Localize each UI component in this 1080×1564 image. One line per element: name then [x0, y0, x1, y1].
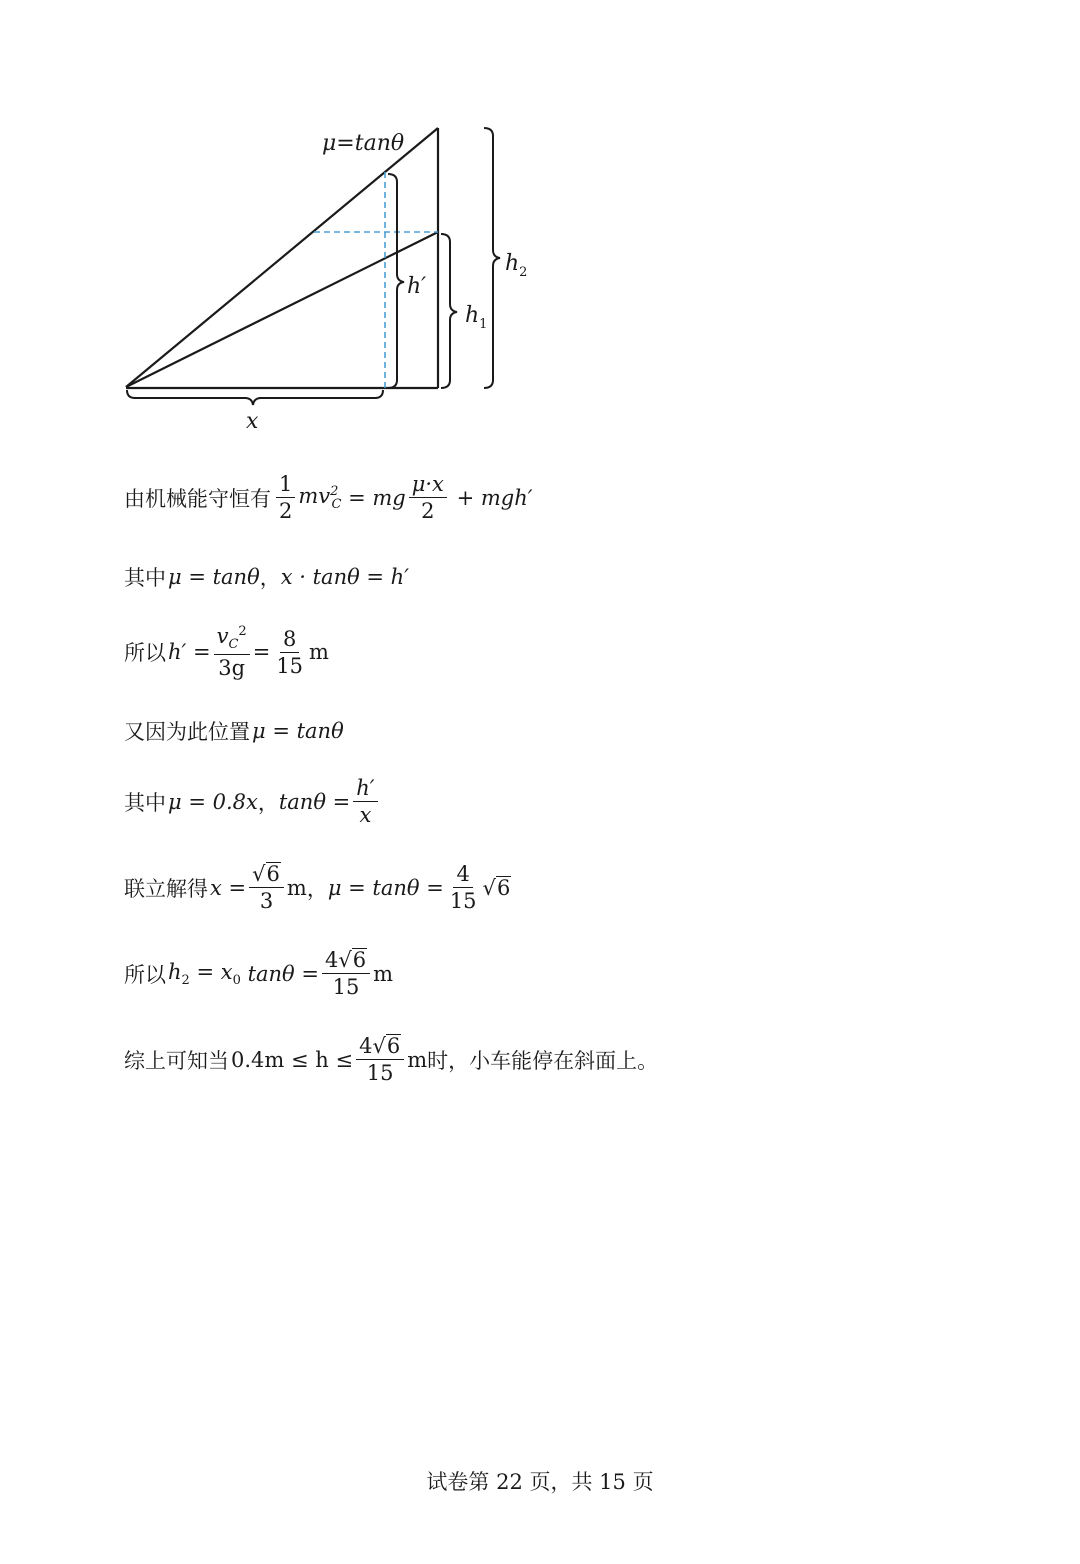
fraction — [353, 776, 377, 827]
fraction — [249, 862, 284, 913]
numerator — [249, 862, 284, 888]
equation-line-solution — [124, 862, 511, 913]
h: h — [168, 959, 182, 984]
fraction — [276, 472, 295, 523]
sqrt-sign: √ — [338, 948, 352, 972]
brace-h-prime — [388, 174, 404, 388]
sub: 0 — [232, 972, 241, 988]
sup: 2 — [238, 624, 247, 639]
sqrt-sign: √ — [252, 862, 266, 886]
fraction — [273, 627, 306, 678]
term: = mg — [341, 485, 406, 510]
radicand: 6 — [386, 1034, 401, 1058]
numerator — [214, 624, 250, 655]
equation-line-position — [124, 716, 344, 746]
numerator: 4 — [453, 862, 472, 888]
denominator: 3 — [259, 889, 274, 914]
equation-line-conclusion — [124, 1034, 658, 1085]
term: + mgh′ — [449, 485, 533, 510]
separator: ， — [306, 876, 328, 901]
sqrt-sign: √ — [372, 1034, 386, 1058]
equation-line-h-prime — [124, 624, 329, 680]
coef: 4 — [359, 1034, 373, 1058]
term — [298, 484, 341, 512]
page-footer: 试卷第 22 页，共 15 页 — [426, 1470, 654, 1494]
separator: ， — [259, 566, 281, 590]
equation-line-h2 — [124, 948, 393, 999]
term: μ = tanθ = — [327, 875, 444, 900]
sub: 2 — [181, 972, 190, 988]
equation-line-mu — [124, 776, 381, 827]
radicand: 6 — [496, 875, 511, 900]
label-x: x — [246, 409, 259, 434]
fraction — [214, 624, 250, 680]
equation-line-energy — [124, 472, 533, 523]
term: x = — [210, 875, 247, 900]
term — [190, 960, 241, 988]
line-prefix: 所以 — [124, 962, 166, 987]
brace-h2 — [484, 128, 500, 388]
line-prefix: 又因为此位置 — [124, 720, 250, 744]
fraction — [447, 862, 480, 913]
denominator: 2 — [279, 499, 293, 524]
separator: ， — [257, 790, 279, 815]
unit: m — [286, 875, 307, 900]
line-prefix: 其中 — [124, 790, 166, 815]
label-h1: $h_1$ — [465, 303, 488, 332]
line-prefix: 联立解得 — [124, 876, 208, 901]
sqrt-sign: √ — [482, 875, 496, 900]
line-prefix: 其中 — [124, 566, 166, 590]
line-prefix: 由机械能守恒有 — [124, 486, 271, 511]
label-h-prime: h′ — [407, 274, 427, 299]
term: tanθ = — [278, 789, 351, 814]
term: h′ = — [168, 640, 211, 665]
term: tanθ = — [240, 961, 319, 986]
v: v — [216, 624, 229, 648]
numerator: 8 — [280, 627, 299, 653]
numerator: μ·x — [409, 472, 447, 498]
sqrt — [483, 876, 512, 900]
unit: m — [309, 640, 329, 665]
fraction — [356, 1034, 404, 1085]
term: 0.4m ≤ h ≤ — [231, 1047, 354, 1072]
equation-line-condition — [124, 562, 409, 592]
shallow-incline-line — [126, 232, 438, 387]
line-prefix: 综上可知当 — [124, 1048, 229, 1073]
denominator: 15 — [449, 889, 477, 914]
denominator: 2 — [421, 499, 435, 524]
sqrt — [372, 1034, 401, 1058]
label-mu-tan: μ=tanθ — [322, 131, 405, 156]
term: μ = 0.8x — [168, 789, 258, 814]
denominator: x — [359, 803, 372, 828]
line-prefix: 所以 — [124, 641, 166, 666]
denominator: 3g — [218, 656, 246, 681]
label-h2: $h_2$ — [505, 251, 528, 280]
radicand: 6 — [266, 862, 280, 886]
term: μ = tanθ — [168, 565, 260, 589]
coef: 4 — [324, 948, 339, 972]
unit: m — [407, 1047, 428, 1072]
denominator: 15 — [276, 653, 304, 678]
brace-h1 — [441, 234, 457, 388]
line-suffix: 时，小车能停在斜面上。 — [427, 1048, 659, 1073]
denominator: 15 — [366, 1061, 394, 1086]
radicand: 6 — [352, 948, 367, 972]
term: μ = tanθ — [252, 719, 344, 743]
denominator: 15 — [332, 975, 360, 1000]
term — [168, 960, 190, 988]
numerator: 1 — [276, 472, 295, 498]
brace-x — [127, 390, 383, 405]
term: = — [252, 640, 271, 665]
numerator — [322, 948, 370, 974]
triangle-diagram — [0, 0, 560, 450]
sqrt — [338, 948, 367, 972]
term: x · tanθ = h′ — [280, 565, 409, 589]
sub: C — [331, 496, 342, 512]
numerator: h′ — [353, 776, 377, 802]
sup: 2 — [330, 483, 339, 499]
numerator — [356, 1034, 404, 1060]
mv: mv — [298, 483, 331, 508]
steep-incline-line — [126, 128, 438, 387]
x: = x — [189, 959, 233, 984]
fraction — [322, 948, 370, 999]
fraction — [409, 472, 447, 523]
sub: C — [228, 637, 239, 653]
unit: m — [373, 961, 394, 986]
